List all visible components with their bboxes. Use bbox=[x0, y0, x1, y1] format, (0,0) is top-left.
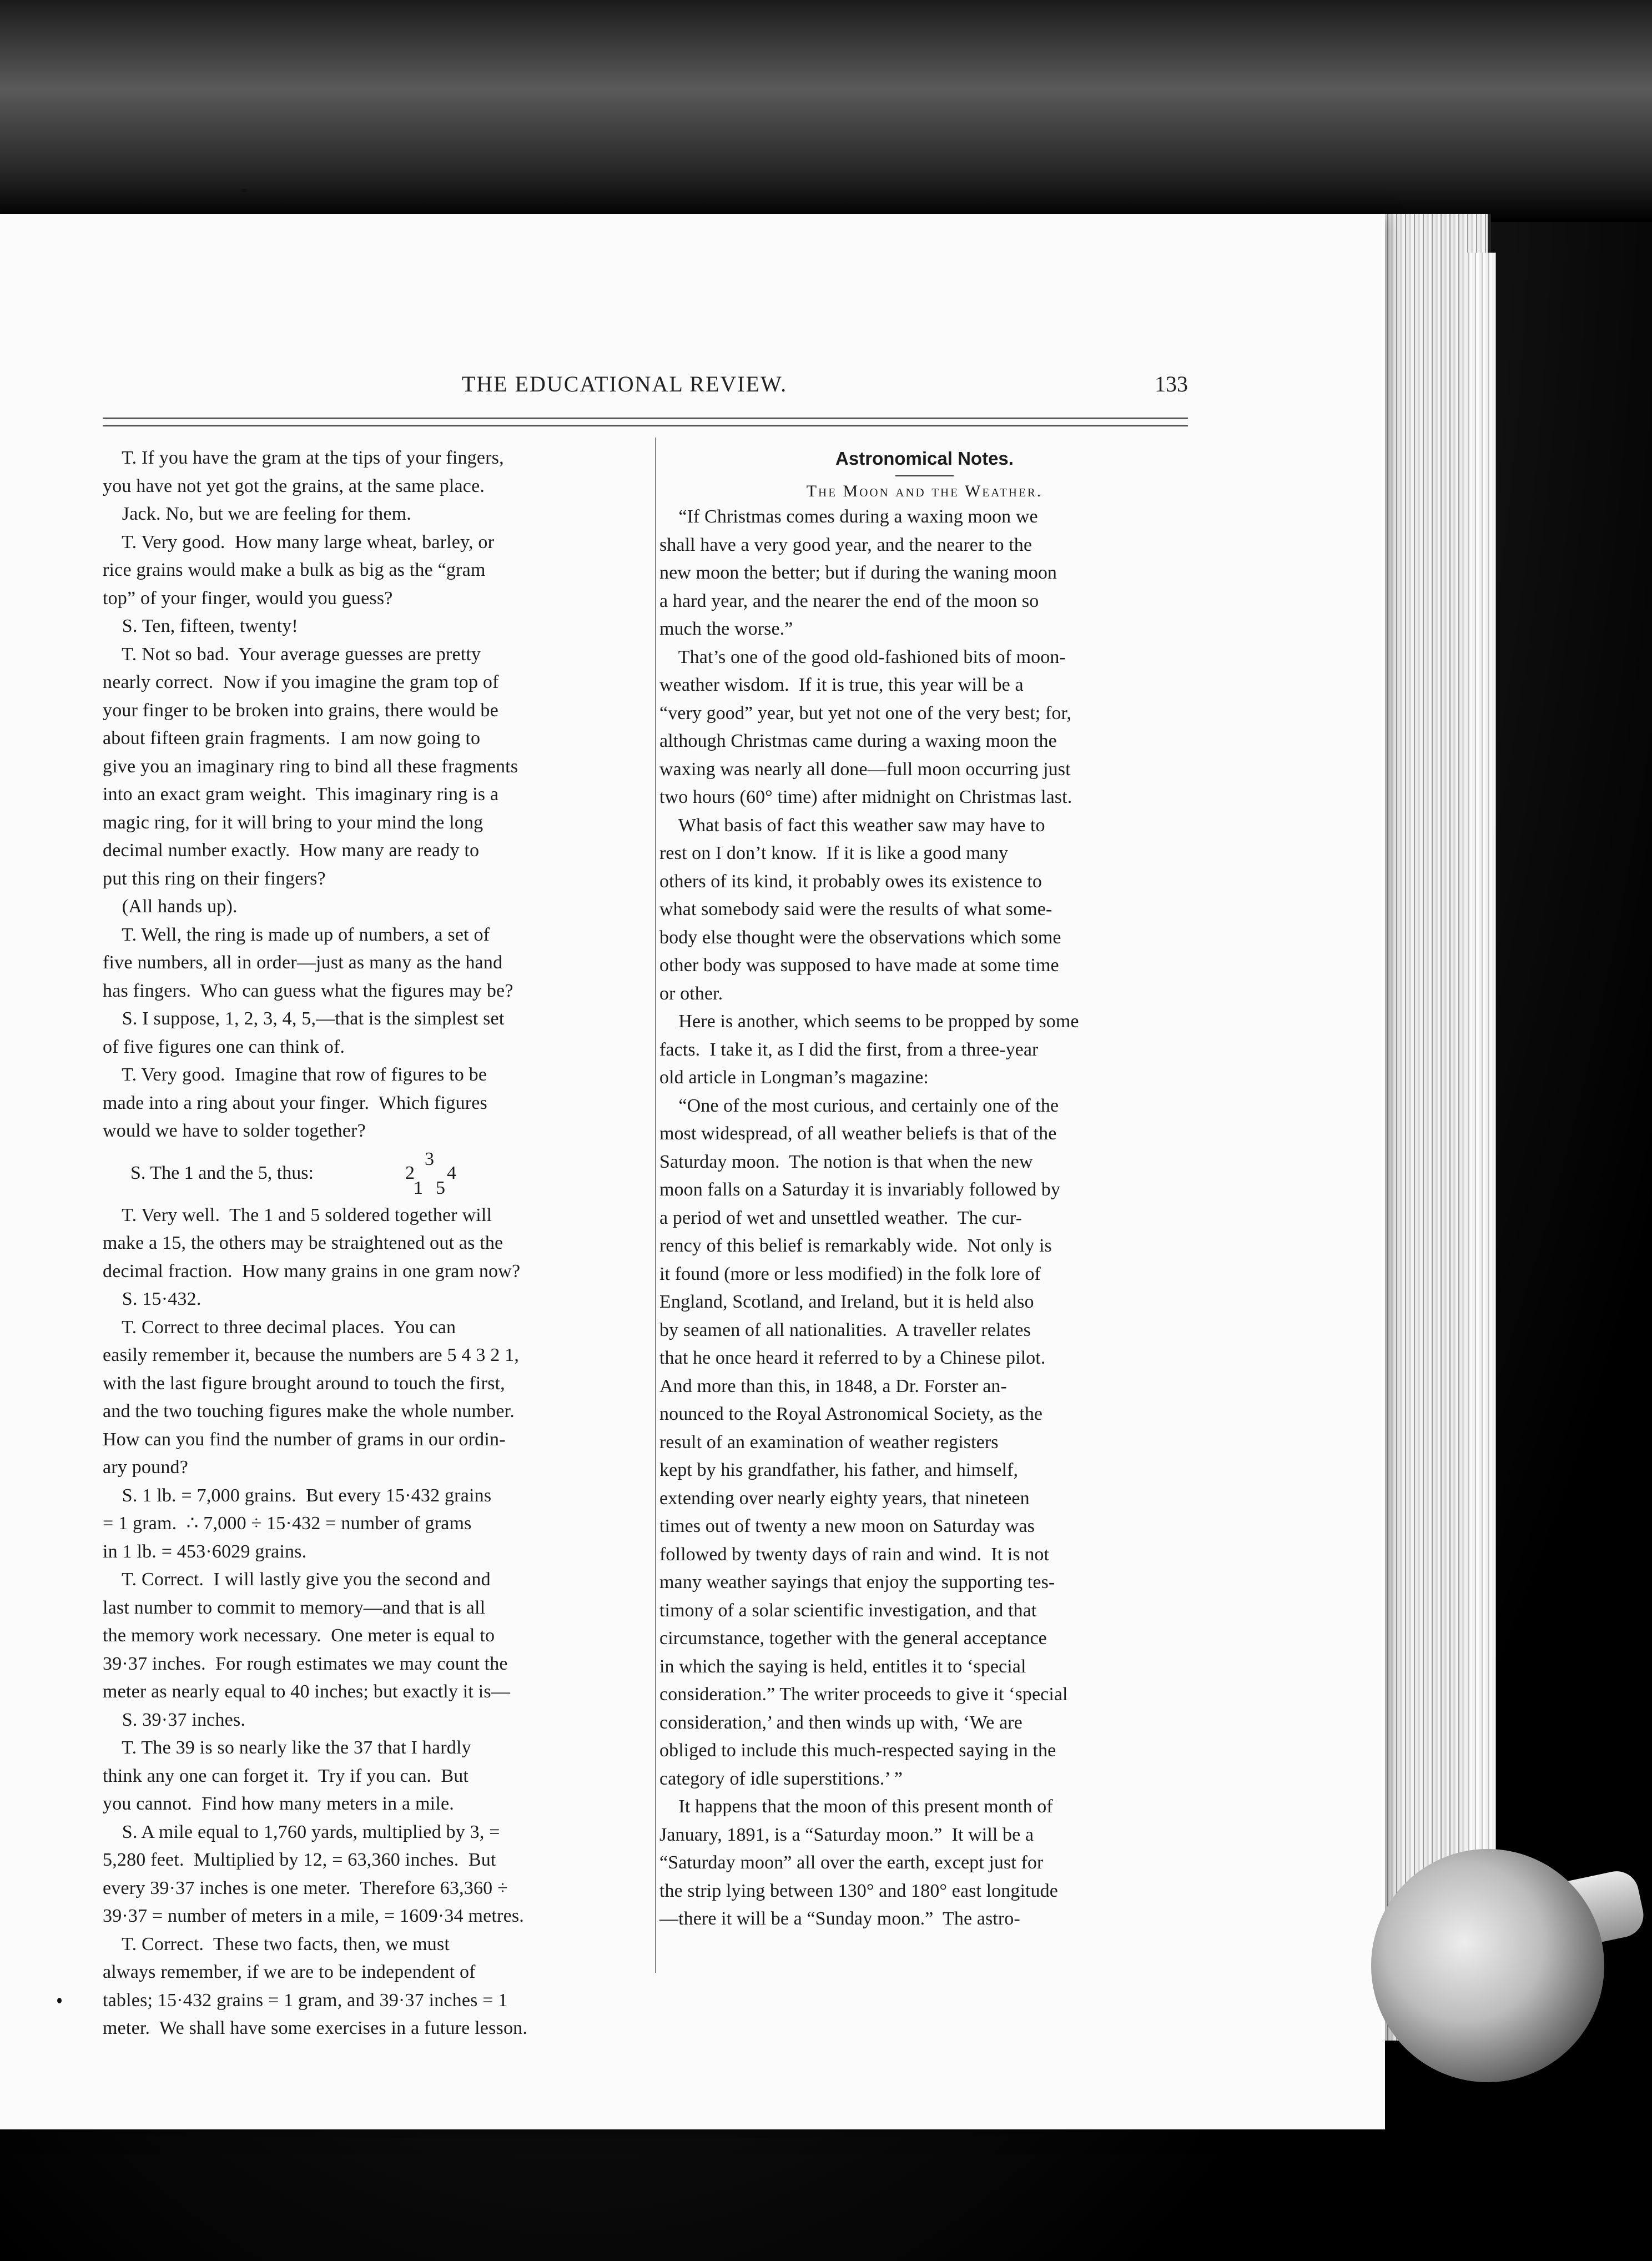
text-line: circumstance, together with the general acceptance bbox=[659, 1628, 1047, 1649]
text-line: of five figures one can think of. bbox=[103, 1036, 345, 1057]
text-line: many weather sayings that enjoy the supporting tes- bbox=[659, 1572, 1055, 1592]
left-column bbox=[103, 444, 644, 2043]
text-line: most widespread, of all weather beliefs is that of the bbox=[659, 1123, 1057, 1144]
text-line: a hard year, and the nearer the end of the moon so bbox=[659, 590, 1039, 611]
text-line: always remember, if we are to be independent of bbox=[103, 1962, 476, 1982]
text-line: top” of your finger, would you guess? bbox=[103, 587, 393, 609]
text-line: it found (more or less modified) in the folk lore of bbox=[659, 1263, 1041, 1284]
text-line: timony of a solar scientific investigation, and that bbox=[659, 1600, 1037, 1621]
text-line: 39·37 inches. For rough estimates we may count the bbox=[103, 1653, 508, 1674]
text-line: magic ring, for it will bring to your mind the long bbox=[103, 812, 483, 833]
column-divider bbox=[655, 438, 656, 1973]
text-line: T. Well, the ring is made up of numbers, a set of bbox=[103, 924, 490, 945]
text-line: in 1 lb. = 453·6029 grains. bbox=[103, 1541, 307, 1562]
text-line: that he once heard it referred to by a Chinese pilot. bbox=[659, 1348, 1046, 1368]
text-line: with the last figure brought around to touch the first, bbox=[103, 1373, 505, 1394]
text-line: easily remember it, because the numbers are 5 4 3 2 1, bbox=[103, 1345, 520, 1365]
text-line: tables; 15·432 grains = 1 gram, and 39·37 inches = 1 bbox=[103, 1989, 508, 2011]
text-line: nearly correct. Now if you imagine the gram top of bbox=[103, 672, 499, 692]
text-line: every 39·37 inches is one meter. Therefore 63,360 ÷ bbox=[103, 1877, 508, 1898]
text-line: others of its kind, it probably owes its existence to bbox=[659, 871, 1042, 892]
ring-digit: 2 bbox=[405, 1162, 415, 1183]
header-double-rule bbox=[103, 418, 1188, 426]
text-line: the strip lying between 130° and 180° east longitude bbox=[659, 1880, 1058, 1901]
text-line: make a 15, the others may be straightened out as the bbox=[103, 1233, 503, 1253]
text-line: in which the saying is held, entitles it to ‘special bbox=[659, 1656, 1026, 1677]
section-subtitle: The Moon and the Weather. bbox=[806, 482, 1043, 500]
ring-digit: 5 bbox=[436, 1177, 445, 1198]
text-line: extending over nearly eighty years, that nineteen bbox=[659, 1488, 1030, 1509]
text-line: How can you find the number of grams in our ordin- bbox=[103, 1429, 506, 1450]
text-line: by seamen of all nationalities. A traveller relates bbox=[659, 1319, 1031, 1340]
text-line: S. I suppose, 1, 2, 3, 4, 5,—that is the simplest set bbox=[103, 1008, 505, 1029]
text-line: That’s one of the good old-fashioned bits of moon- bbox=[659, 646, 1066, 667]
text-line: think any one can forget it. Try if you can. But bbox=[103, 1765, 469, 1786]
text-line: rency of this belief is remarkably wide. Not only is bbox=[659, 1235, 1052, 1256]
text-line: a period of wet and unsettled weather. The cur- bbox=[659, 1207, 1023, 1228]
text-line: what somebody said were the results of what some- bbox=[659, 899, 1052, 920]
text-line: moon falls on a Saturday it is invariably followed by bbox=[659, 1179, 1061, 1200]
text-line: body else thought were the observations which some bbox=[659, 927, 1061, 948]
text-line: put this ring on their fingers? bbox=[103, 868, 326, 889]
text-line: 5,280 feet. Multiplied by 12, = 63,360 inches. But bbox=[103, 1850, 496, 1870]
text-line: obliged to include this much-respected saying in the bbox=[659, 1740, 1056, 1761]
text-line: S. A mile equal to 1,760 yards, multiplied by 3, = bbox=[103, 1821, 500, 1842]
text-line: facts. I take it, as I did the first, from a three-year bbox=[659, 1039, 1039, 1060]
text-line: into an exact gram weight. This imaginary ring is a bbox=[103, 784, 499, 805]
text-line: waxing was nearly all done—full moon occurring just bbox=[659, 758, 1071, 780]
scan-shadow-band bbox=[0, 0, 1652, 222]
text-line: What basis of fact this weather saw may have to bbox=[659, 815, 1045, 836]
right-column-text-block bbox=[659, 503, 1190, 1933]
text-line: decimal number exactly. How many are ready to bbox=[103, 840, 480, 861]
ring-digit: 3 bbox=[425, 1148, 434, 1169]
text-line: you cannot. Find how many meters in a mile. bbox=[103, 1793, 454, 1814]
book-page-edges-outer bbox=[1465, 253, 1496, 1996]
page-number: 133 bbox=[1155, 371, 1188, 396]
ring-digit: 1 bbox=[414, 1177, 423, 1198]
text-line: kept by his grandfather, his father, and himself, bbox=[659, 1460, 1019, 1480]
text-line: meter as nearly equal to 40 inches; but exactly it is— bbox=[103, 1681, 511, 1702]
text-line: S. 1 lb. = 7,000 grains. But every 15·432 grains bbox=[103, 1485, 492, 1506]
ring-figure bbox=[103, 1145, 644, 1202]
title-rule bbox=[895, 475, 954, 476]
text-line: old article in Longman’s magazine: bbox=[659, 1067, 929, 1088]
text-line: Jack. No, but we are feeling for them. bbox=[103, 504, 411, 524]
text-line: decimal fraction. How many grains in one gram now? bbox=[103, 1260, 521, 1282]
text-line: T. Correct. These two facts, then, we must bbox=[103, 1933, 450, 1954]
text-line: England, Scotland, and Ireland, but it is held also bbox=[659, 1292, 1034, 1312]
text-line: January, 1891, is a “Saturday moon.” It will be a bbox=[659, 1824, 1034, 1845]
text-line: —there it will be a “Sunday moon.” The astro- bbox=[659, 1908, 1020, 1929]
text-line: T. Very good. Imagine that row of figures to be bbox=[103, 1064, 487, 1085]
text-line: weather wisdom. If it is true, this year will be a bbox=[659, 675, 1024, 695]
text-line: consideration,’ and then winds up with, ‘We are bbox=[659, 1712, 1023, 1733]
text-line: T. Not so bad. Your average guesses are pretty bbox=[103, 644, 481, 665]
text-line: followed by twenty days of rain and wind. It is not bbox=[659, 1544, 1050, 1565]
text-line: although Christmas came during a waxing moon the bbox=[659, 731, 1057, 751]
text-line: and the two touching figures make the whole number. bbox=[103, 1401, 515, 1421]
text-line: 39·37 = number of meters in a mile, = 1609·34 metres. bbox=[103, 1906, 524, 1926]
text-line: T. The 39 is so nearly like the 37 that I hardly bbox=[103, 1737, 471, 1758]
text-line: nounced to the Royal Astronomical Society, as the bbox=[659, 1404, 1043, 1424]
text-line: about fifteen grain fragments. I am now going to bbox=[103, 728, 481, 748]
right-column bbox=[659, 444, 1190, 1933]
text-line: made into a ring about your finger. Which figures bbox=[103, 1092, 487, 1113]
scan-speck bbox=[241, 189, 247, 192]
text-line: you have not yet got the grains, at the same place. bbox=[103, 475, 485, 496]
text-line: last number to commit to memory—and that is all bbox=[103, 1597, 486, 1618]
text-line: T. If you have the gram at the tips of your fingers, bbox=[103, 448, 504, 468]
text-line: category of idle superstitions.’ ” bbox=[659, 1768, 903, 1789]
text-line: rice grains would make a bulk as big as the “gram bbox=[103, 560, 486, 580]
text-line: S. 39·37 inches. bbox=[103, 1709, 246, 1730]
text-line: S. Ten, fifteen, twenty! bbox=[103, 616, 298, 636]
text-line: = 1 gram. ∴ 7,000 ÷ 15·432 = number of grams bbox=[103, 1513, 472, 1534]
ring-caption: S. The 1 and the 5, thus: bbox=[130, 1162, 314, 1183]
text-line: T. Very well. The 1 and 5 soldered together will bbox=[103, 1204, 492, 1225]
text-line: new moon the better; but if during the waning moon bbox=[659, 562, 1057, 583]
text-line: ary pound? bbox=[103, 1457, 189, 1478]
text-line: times out of twenty a new moon on Saturday was bbox=[659, 1516, 1035, 1536]
text-line: two hours (60° time) after midnight on Christmas last. bbox=[659, 787, 1072, 807]
text-line: has fingers. Who can guess what the figures may be? bbox=[103, 980, 513, 1001]
left-column-text-block bbox=[103, 444, 644, 1145]
text-line: consideration.” The writer proceeds to give it ‘special bbox=[659, 1684, 1068, 1705]
scan-speck bbox=[57, 1998, 62, 2003]
text-line: “One of the most curious, and certainly one of the bbox=[659, 1095, 1059, 1116]
text-line: five numbers, all in order—just as many as the hand bbox=[103, 952, 503, 973]
text-line: And more than this, in 1848, a Dr. Forster an- bbox=[659, 1375, 1007, 1396]
text-line: “If Christmas comes during a waxing moon we bbox=[659, 506, 1038, 527]
text-line: give you an imaginary ring to bind all these fragments bbox=[103, 756, 518, 777]
section-title: Astronomical Notes. bbox=[835, 448, 1014, 469]
text-line: shall have a very good year, and the nearer to the bbox=[659, 534, 1032, 555]
text-line: the memory work necessary. One meter is equal to bbox=[103, 1625, 495, 1646]
text-line: other body was supposed to have made at some time bbox=[659, 955, 1059, 976]
text-line: would we have to solder together? bbox=[103, 1121, 366, 1141]
text-line: “very good” year, but yet not one of the very best; for, bbox=[659, 702, 1072, 723]
ring-digit: 4 bbox=[447, 1162, 456, 1183]
text-line: It happens that the moon of this present month of bbox=[659, 1796, 1053, 1817]
text-line: rest on I don’t know. If it is like a good many bbox=[659, 843, 1009, 863]
page-clamp-knob bbox=[1371, 1849, 1604, 2082]
text-line: meter. We shall have some exercises in a future lesson. bbox=[103, 2018, 528, 2038]
text-line: or other. bbox=[659, 983, 723, 1004]
text-line: much the worse.” bbox=[659, 619, 793, 639]
text-line: Here is another, which seems to be propped by some bbox=[659, 1011, 1079, 1032]
text-line: T. Very good. How many large wheat, barley, or bbox=[103, 531, 495, 552]
text-line: T. Correct. I will lastly give you the second and bbox=[103, 1569, 491, 1590]
left-column-text-block-2 bbox=[103, 1202, 644, 2043]
text-line: (All hands up). bbox=[103, 896, 238, 917]
text-line: S. 15·432. bbox=[103, 1289, 202, 1309]
text-line: your finger to be broken into grains, there would be bbox=[103, 700, 498, 721]
text-line: “Saturday moon” all over the earth, except just for bbox=[659, 1852, 1044, 1873]
text-line: result of an examination of weather registers bbox=[659, 1431, 999, 1453]
running-head: THE EDUCATIONAL REVIEW. bbox=[461, 371, 788, 396]
text-line: Saturday moon. The notion is that when the new bbox=[659, 1151, 1033, 1172]
text-line: T. Correct to three decimal places. You can bbox=[103, 1317, 456, 1338]
